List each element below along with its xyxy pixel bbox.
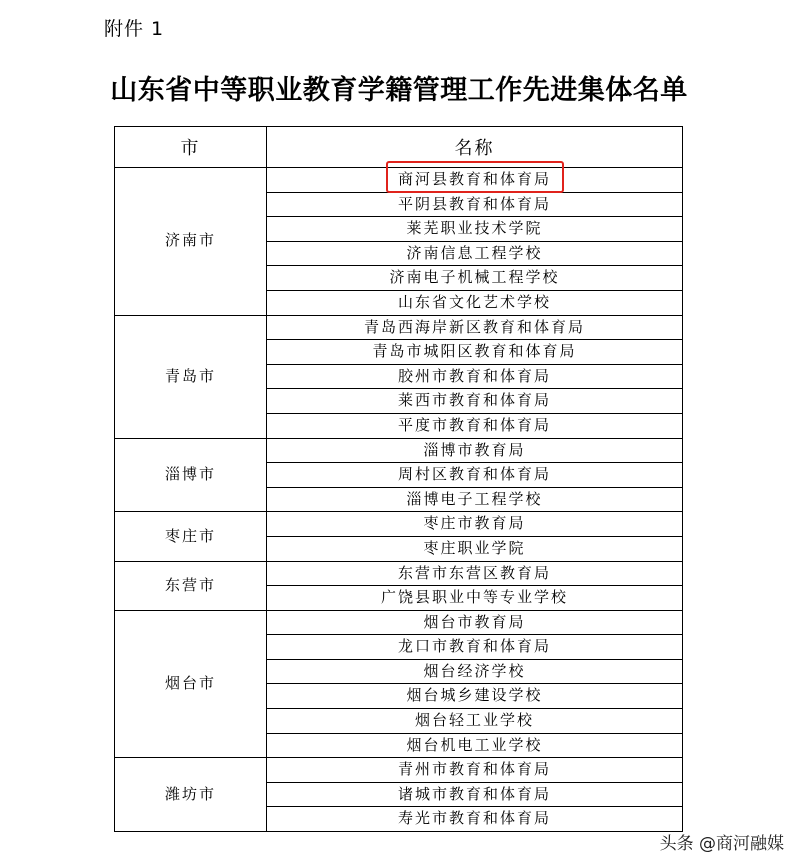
city-cell: 青岛市 bbox=[115, 315, 267, 438]
name-cell: 山东省文化艺术学校 bbox=[267, 290, 683, 315]
document-title: 山东省中等职业教育学籍管理工作先进集体名单 bbox=[110, 75, 688, 106]
name-cell: 周村区教育和体育局 bbox=[267, 463, 683, 488]
table-row bbox=[115, 315, 683, 340]
table-body bbox=[115, 168, 683, 832]
table-row bbox=[115, 438, 683, 463]
name-cell: 烟台机电工业学校 bbox=[267, 733, 683, 758]
name-cell: 青岛西海岸新区教育和体育局 bbox=[267, 315, 683, 340]
name-cell: 淄博电子工程学校 bbox=[267, 487, 683, 512]
attachment-label: 附件 1 bbox=[104, 18, 165, 40]
name-cell: 胶州市教育和体育局 bbox=[267, 364, 683, 389]
table-row bbox=[115, 561, 683, 586]
advanced-collective-table bbox=[114, 126, 683, 832]
name-cell: 烟台城乡建设学校 bbox=[267, 684, 683, 709]
table-row bbox=[115, 512, 683, 537]
name-cell: 诸城市教育和体育局 bbox=[267, 782, 683, 807]
city-cell: 淄博市 bbox=[115, 438, 267, 512]
table-row bbox=[115, 610, 683, 635]
city-cell: 济南市 bbox=[115, 168, 267, 316]
name-cell: 平度市教育和体育局 bbox=[267, 413, 683, 438]
header-name: 名称 bbox=[267, 127, 683, 168]
name-cell: 寿光市教育和体育局 bbox=[267, 807, 683, 832]
name-cell: 莱西市教育和体育局 bbox=[267, 389, 683, 414]
name-cell: 烟台轻工业学校 bbox=[267, 709, 683, 734]
name-cell: 烟台经济学校 bbox=[267, 659, 683, 684]
city-cell: 枣庄市 bbox=[115, 512, 267, 561]
name-cell: 莱芜职业技术学院 bbox=[267, 217, 683, 242]
name-cell: 枣庄职业学院 bbox=[267, 536, 683, 561]
city-cell: 潍坊市 bbox=[115, 758, 267, 832]
name-cell: 枣庄市教育局 bbox=[267, 512, 683, 537]
table-row bbox=[115, 168, 683, 193]
name-cell: 淄博市教育局 bbox=[267, 438, 683, 463]
city-cell: 烟台市 bbox=[115, 610, 267, 758]
name-cell: 烟台市教育局 bbox=[267, 610, 683, 635]
name-cell: 商河县教育和体育局 bbox=[267, 168, 683, 193]
city-cell: 东营市 bbox=[115, 561, 267, 610]
name-cell: 青岛市城阳区教育和体育局 bbox=[267, 340, 683, 365]
source-watermark: 头条 @商河融媒 bbox=[659, 834, 784, 854]
table-row bbox=[115, 758, 683, 783]
name-cell: 平阴县教育和体育局 bbox=[267, 192, 683, 217]
name-cell: 东营市东营区教育局 bbox=[267, 561, 683, 586]
name-cell: 广饶县职业中等专业学校 bbox=[267, 586, 683, 611]
header-city: 市 bbox=[115, 127, 267, 168]
name-cell: 青州市教育和体育局 bbox=[267, 758, 683, 783]
name-cell: 龙口市教育和体育局 bbox=[267, 635, 683, 660]
name-cell: 济南电子机械工程学校 bbox=[267, 266, 683, 291]
name-cell: 济南信息工程学校 bbox=[267, 241, 683, 266]
table-header-row bbox=[115, 127, 683, 168]
